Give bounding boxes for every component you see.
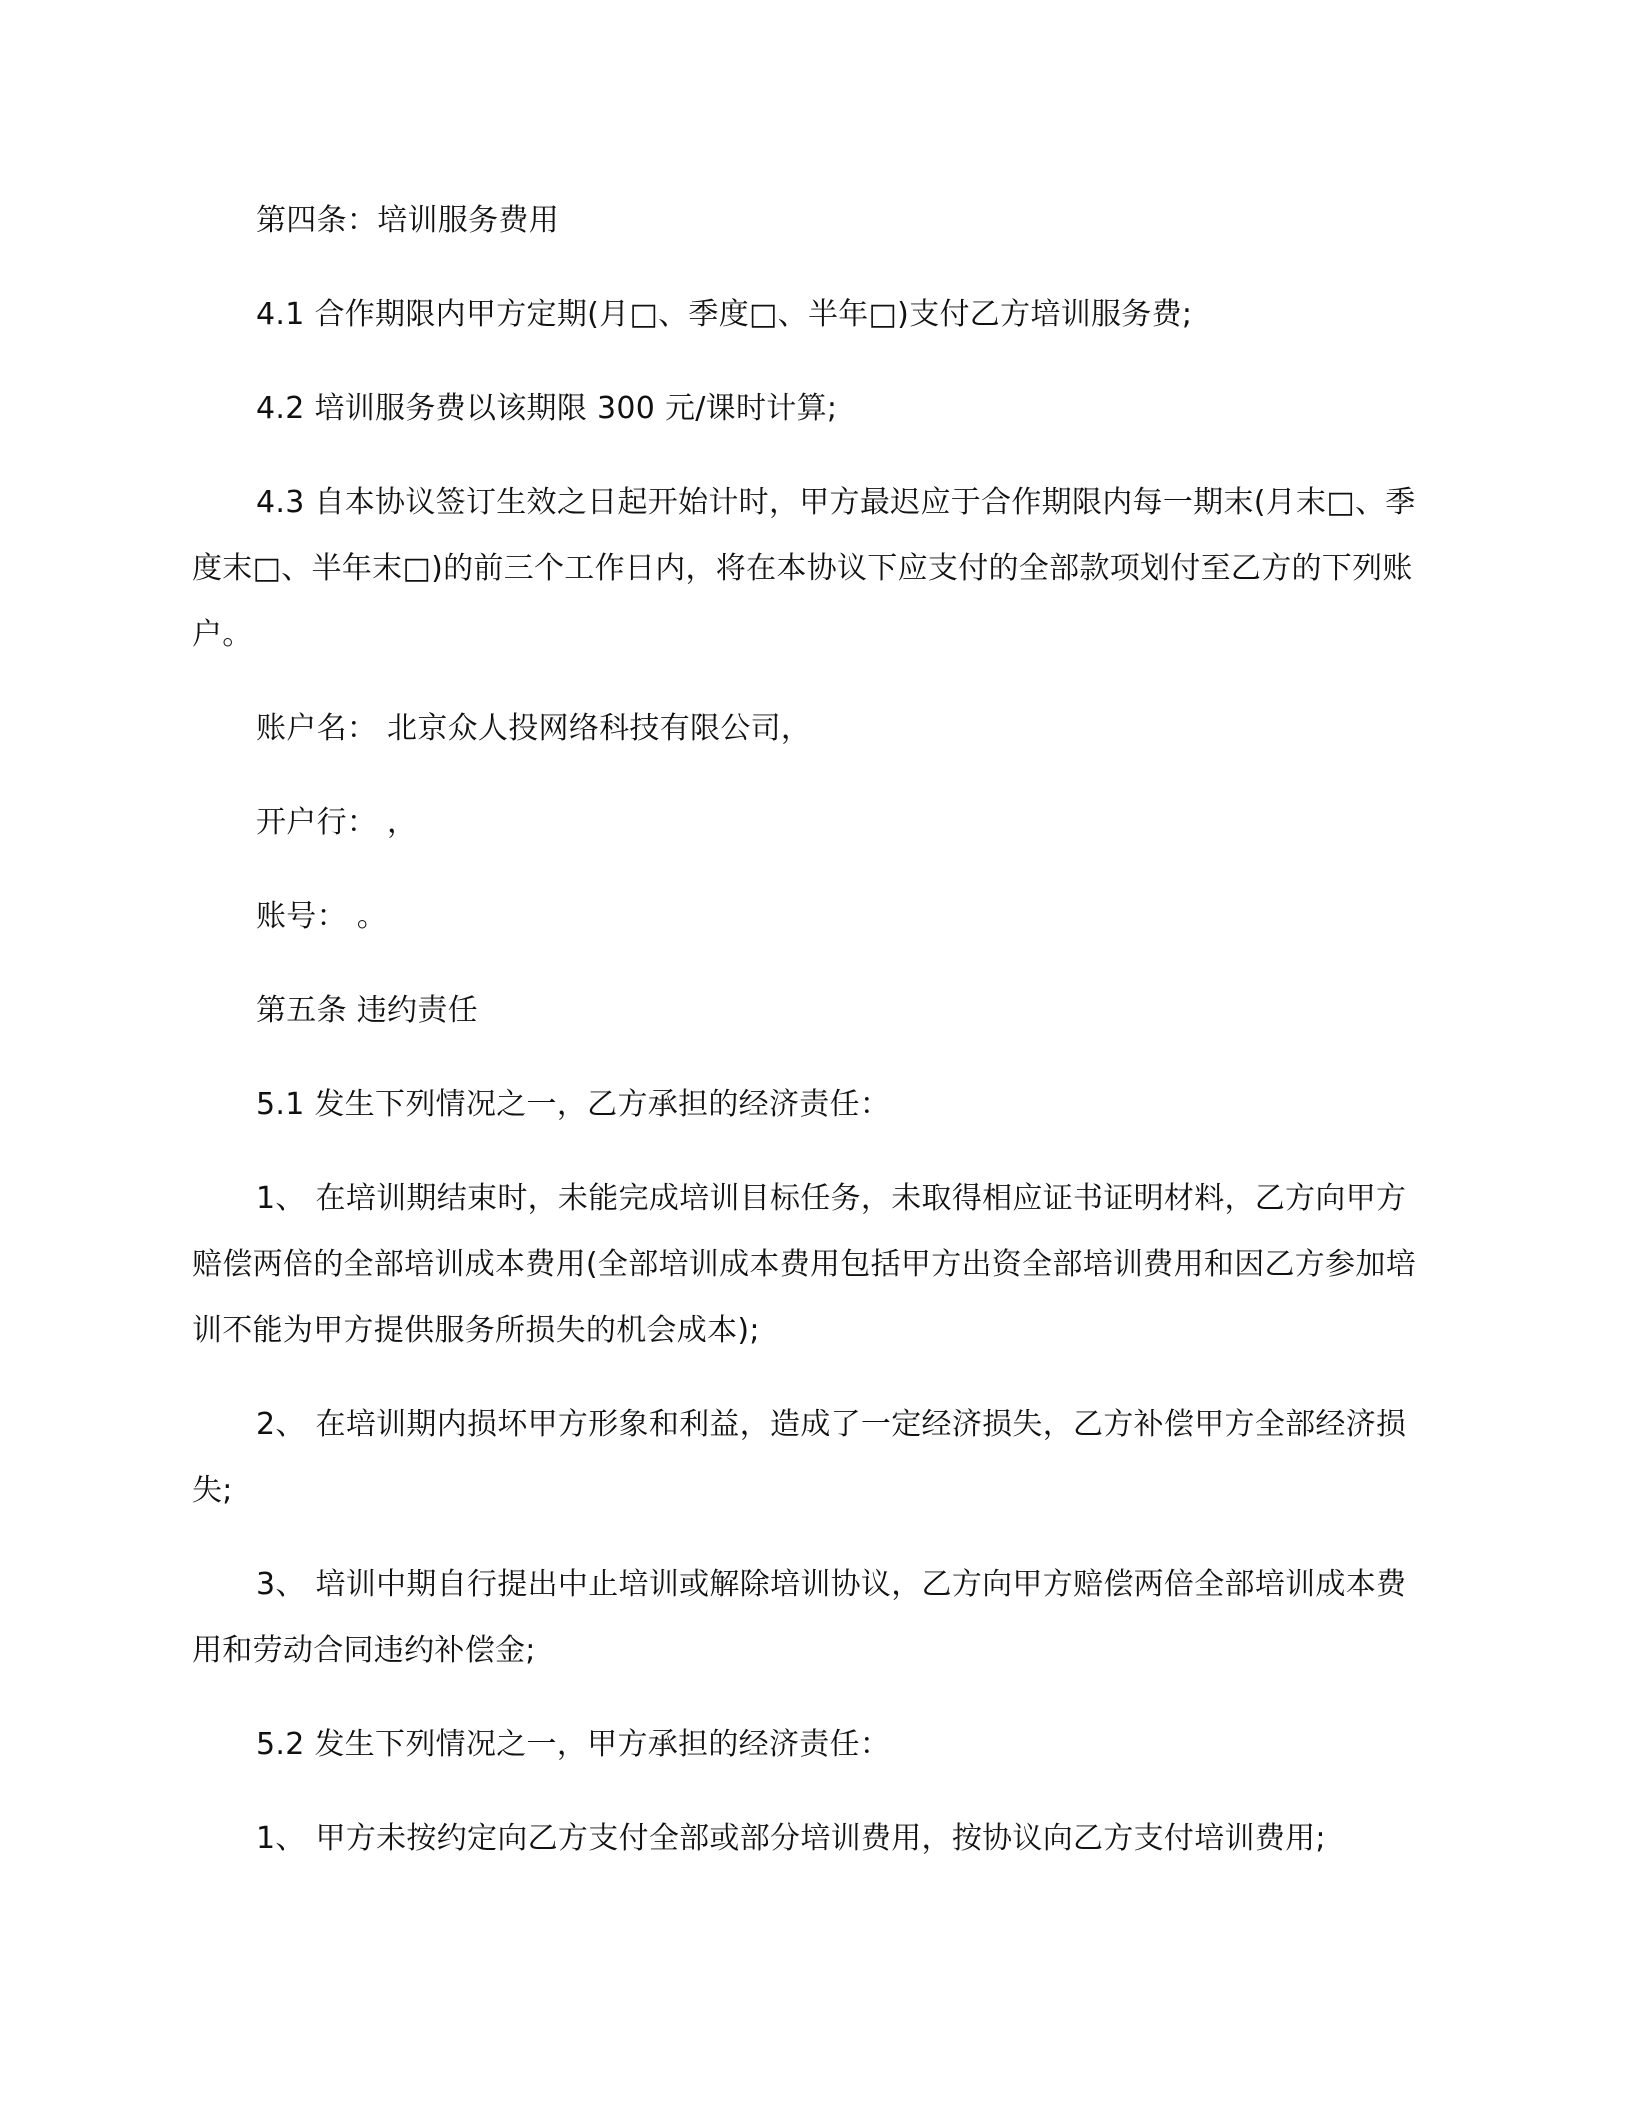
clause-4-2: 4.2 培训服务费以该期限 300 元/课时计算; <box>256 391 838 426</box>
document-body <box>192 188 1432 1872</box>
article-5-heading: 第五条 违约责任 <box>256 993 478 1028</box>
clause-5-2: 5.2 发生下列情况之一，甲方承担的经济责任： <box>256 1727 891 1762</box>
clause-5-1-item-2: 2、 在培训期内损坏甲方形象和利益，造成了一定经济损失，乙方补偿甲方全部经济损失; <box>192 1407 1407 1508</box>
clause-5-1: 5.1 发生下列情况之一，乙方承担的经济责任： <box>256 1087 891 1122</box>
clause-4-1: 4.1 合作期限内甲方定期(月□、季度□、半年□)支付乙方培训服务费; <box>256 297 1193 332</box>
article-4-heading: 第四条：培训服务费用 <box>256 203 559 238</box>
clause-5-1-item-1: 1、 在培训期结束时，未能完成培训目标任务，未取得相应证书证明材料，乙方向甲方赔偿两倍的全部培训成本费用(全部培训成本费用包括甲方出资全部培训费用和因乙方参加培训不能为甲方提供服务所损失的机会成本); <box>192 1181 1417 1348</box>
clause-4-3: 4.3 自本协议签订生效之日起开始计时，甲方最迟应于合作期限内每一期末(月末□、季度末□、半年末□)的前三个工作日内，将在本协议下应支付的全部款项划付至乙方的下列账户。 <box>192 485 1416 652</box>
account-name: 账户名： 北京众人投网络科技有限公司， <box>256 711 812 746</box>
bank-name: 开户行： ， <box>256 805 418 840</box>
clause-5-1-item-3: 3、 培训中期自行提出中止培训或解除培训协议，乙方向甲方赔偿两倍全部培训成本费用和劳动合同违约补偿金; <box>192 1567 1407 1668</box>
clause-5-2-item-1: 1、 甲方未按约定向乙方支付全部或部分培训费用，按协议向乙方支付培训费用; <box>256 1821 1326 1856</box>
account-number: 账号： 。 <box>256 899 388 934</box>
